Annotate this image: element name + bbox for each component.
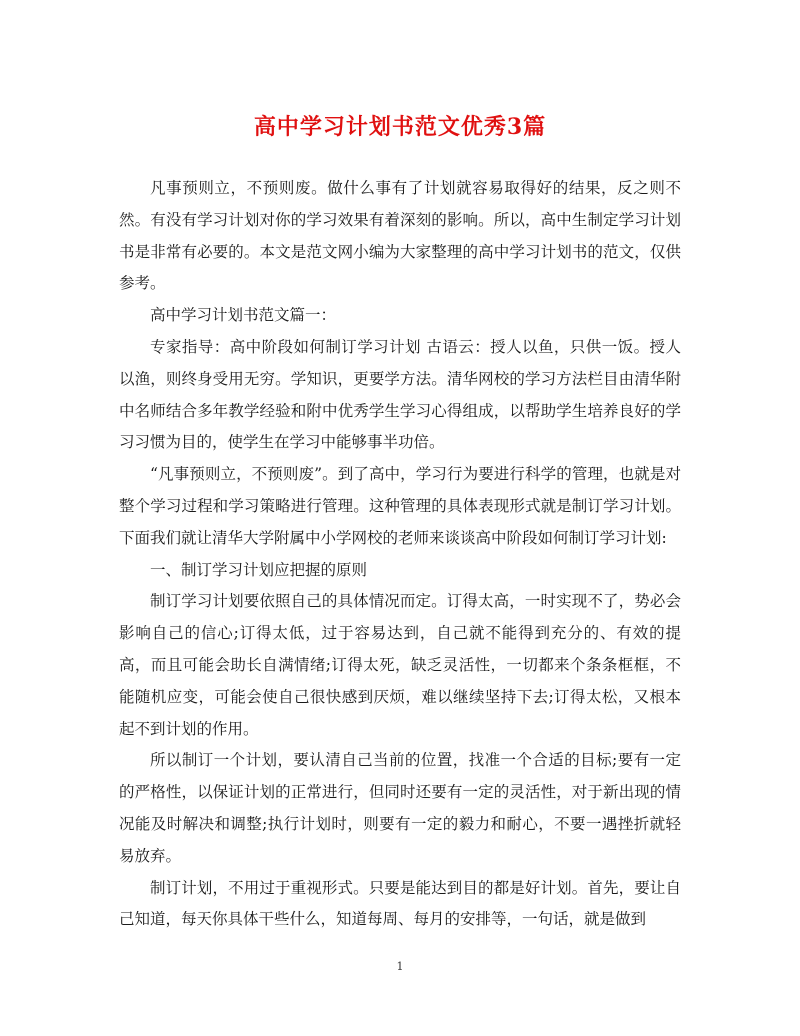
document-body [119, 173, 681, 936]
paragraph: 制订学习计划要依照自己的具体情况而定。订得太高，一时实现不了，势必会影响自己的信心;订得太低，过于容易达到，自己就不能得到充分的、有效的提高，而且可能会助长自满情绪;订得太死，缺乏灵活性，一切都来个条条框框，不能随机应变，可能会使自己很快感到厌烦，难以继续坚持下去;订得太松，又根本起不到计划的作用。 [119, 592, 681, 738]
paragraph: “凡事预则立，不预则废”。到了高中，学习行为要进行科学的管理，也就是对整个学习过程和学习策略进行管理。这种管理的具体表现形式就是制订学习计划。下面我们就让清华大学附属中小学网校的老师来谈谈高中阶段如何制订学习计划: [119, 465, 681, 547]
section-heading: 高中学习计划书范文篇一： [150, 306, 337, 325]
paragraph: 所以制订一个计划，要认清自己当前的位置，找准一个合适的目标;要有一定的严格性，以保证计划的正常进行，但同时还要有一定的灵活性，对于新出现的情况能及时解决和调整;执行计划时，则要有一定的毅力和耐心，不要一遇挫折就轻易放弃。 [119, 751, 681, 865]
document-title: 高中学习计划书范文优秀3篇 [253, 114, 547, 140]
paragraph: 制订计划，不用过于重视形式。只要是能达到目的都是好计划。首先，要让自己知道，每天你具体干些什么，知道每周、每月的安排等，一句话，就是做到 [119, 878, 681, 929]
paragraph: 凡事预则立，不预则废。做什么事有了计划就容易取得好的结果，反之则不然。有没有学习计划对你的学习效果有着深刻的影响。所以，高中生制定学习计划书是非常有必要的。本文是范文网小编为大家整理的高中学习计划书的范文，仅供参考。 [119, 179, 681, 293]
section-heading: 一、制订学习计划应把握的原则 [150, 560, 368, 579]
paragraph: 专家指导：高中阶段如何制订学习计划 古语云：授人以鱼，只供一饭。授人以渔，则终身受用无穷。学知识，更要学方法。清华网校的学习方法栏目由清华附中名师结合多年教学经验和附中优秀学生学习心得组成，以帮助学生培养良好的学习习惯为目的，使学生在学习中能够事半功倍。 [119, 337, 681, 452]
page-number: 1 [396, 960, 404, 973]
